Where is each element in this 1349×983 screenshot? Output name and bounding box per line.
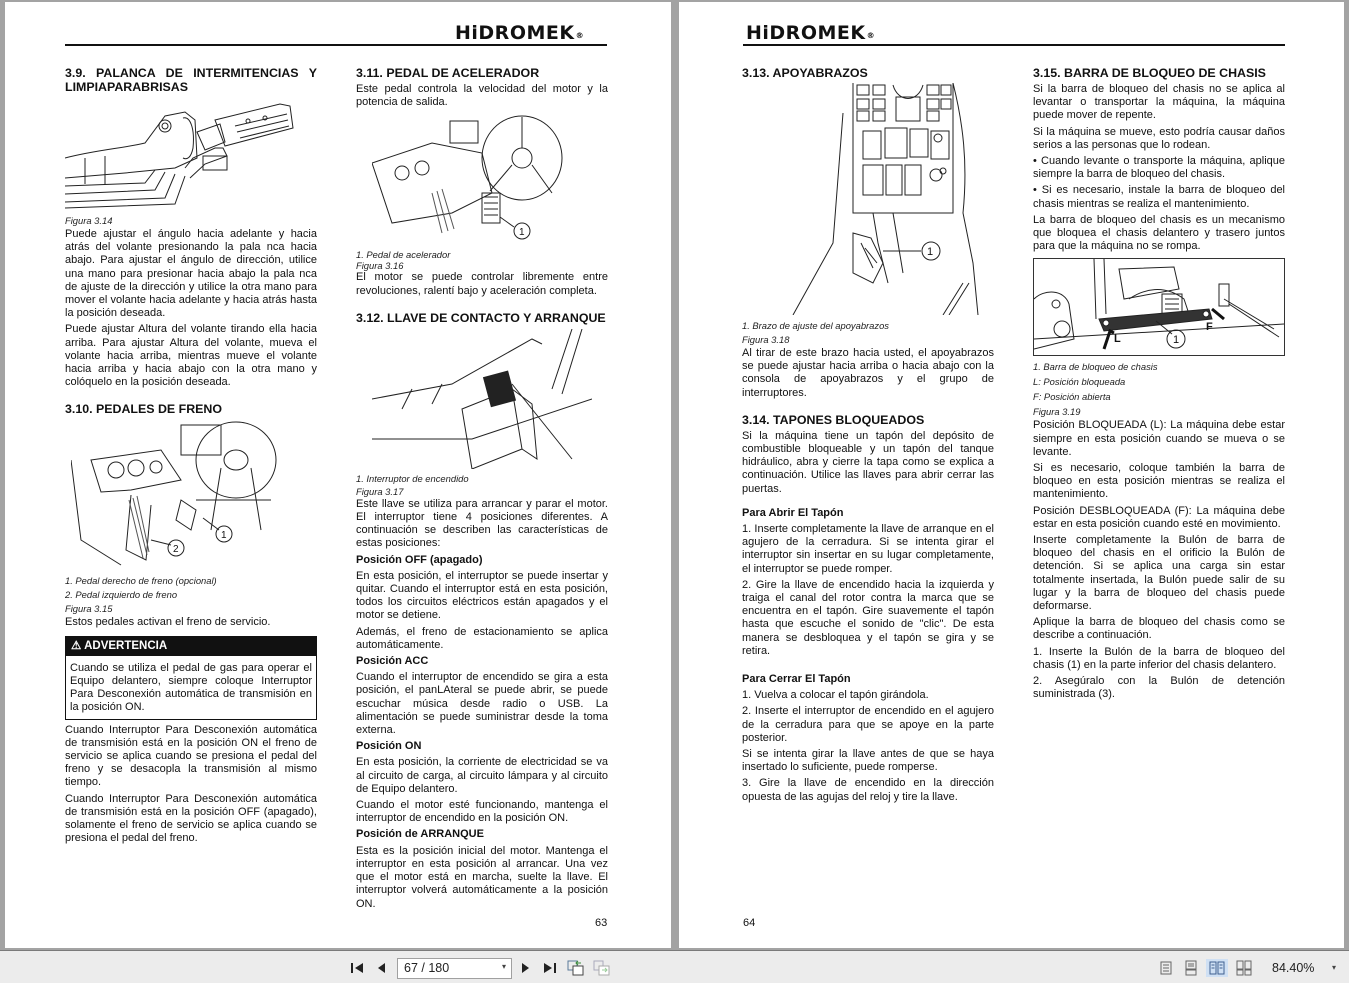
previous-view-button[interactable] [566,959,586,977]
page-number: 63 [595,917,608,929]
single-page-icon [1160,961,1172,975]
continuous-page-icon [1185,960,1197,976]
left-page-column-2 [356,66,608,914]
figure-3-19-caption: Figura 3.19 [1033,406,1081,418]
bullet-item: • Cuando levante o transporte la máquina, aplique siempre la barra de bloqueo del chasis. [1033,155,1285,181]
last-page-button[interactable] [541,959,559,977]
previous-view-icon [567,960,585,976]
svg-text:1: 1 [221,530,227,542]
pdf-navigation-toolbar [0,950,1349,983]
step-2: 2. Asegúralo con la Bulón de detención suministrada (3). [1033,675,1285,701]
figure-3-18-caption: Figura 3.18 [742,334,790,345]
svg-text:1: 1 [927,246,934,258]
figure-3-16-caption: Figura 3.16 [356,260,404,272]
paragraph: Si la máquina se mueve, esto podría causar daños serios a las personas que lo rodean. [1033,125,1285,151]
warning-box [65,636,317,720]
step-1: 1. Inserte la Bulón de la barra de bloqueo del chasis (1) en la parte inferior del chasis delantero. [1033,645,1285,671]
page-64 [679,2,1344,948]
paragraph: En esta posición, la corriente de electricidad se va al circuito de carga, al circuito lámpara y al circuito de Equipo delantero. [356,756,608,795]
figure-3-15-caption: Figura 3.15 [65,603,113,615]
hidromek-logo: HiDROMEK® [746,22,876,44]
figure-3-14-caption: Figura 3.14 [65,215,113,226]
paragraph: Esta es la posición inicial del motor. Mantenga el interruptor en esta posición al arrancar. Una vez que el motor está en marcha, suelte la llave. El interruptor volverá automáticamente a la posición ON. [356,844,608,910]
step-1: 1. Vuelva a colocar el tapón girándola. [742,689,929,702]
left-page-column-1 [65,66,317,848]
subheading-close-cap: Para Cerrar El Tapón [742,673,851,686]
figure-3-18-armrest [753,83,983,315]
section-3-14-title: 3.14. TAPONES BLOQUEADOS [742,412,925,427]
paragraph: Posición DESBLOQUEADA (F): La máquina debe estar en esta posición cuando esté en movimiento. [1033,504,1285,530]
figure-3-18-label-1: 1. Brazo de ajuste del apoyabrazos [742,320,889,331]
section-3-11-title: 3.11. PEDAL DE ACELERADOR [356,66,540,80]
paragraph: La barra de bloqueo del chasis es un mecanismo que bloquea el chasis delantero y trasero juntos para que la máquina no se rompa. [1033,213,1285,253]
paragraph: Si la máquina tiene un tapón del depósito de combustible bloqueable y un tapón del tanque hidráulico, abra y cierre la tapa como se explica a continuación. Utilice las llaves para abrir cerrar las puertas. [742,429,994,495]
section-3-9-title: 3.9. PALANCA DE INTERMITENCIAS Y LIMPIAPARABRISAS [65,66,317,94]
paragraph: Puede ajustar el ángulo hacia adelante y hacia atrás del volante presionando la pala nca hacia abajo. Para ajustar el ángulo de dirección, utilice una mano para presionar hacia abajo la pala nca de ajuste de la dirección y utilice la otra mano para mover el volante hacia adelante y hacia atrás hasta la posición deseada. [65,228,317,320]
right-page-column-2 [1033,66,1285,705]
page-number: 64 [743,917,756,929]
single-page-view-button[interactable] [1157,959,1175,977]
next-page-button[interactable] [518,959,534,977]
paragraph: Cuando el motor esté funcionando, mantenga el interruptor de encendido en la posición ON. [356,799,608,825]
figure-3-17-label-1: 1. Interruptor de encendido [356,472,469,484]
figure-3-15-brake-pedals [71,420,311,570]
section-3-13-title: 3.13. APOYABRAZOS [742,66,868,80]
warning-text: Cuando se utiliza el pedal de gas para operar el Equipo delantero, siempre coloque Interruptor Para Desconexión automática de transmisión en la posición ON. [70,661,312,714]
paragraph: Si es necesario, coloque también la barra de bloqueo en esta posición mientras se realiza el mantenimiento. [1033,462,1285,501]
two-page-view-button[interactable] [1206,959,1228,977]
next-view-button[interactable] [592,959,612,977]
paragraph: Además, el freno de estacionamiento se aplica automáticamente. [356,625,608,651]
warning-header: ⚠ ADVERTENCIA [66,637,316,656]
page-number-input[interactable]: 67 / 180 ▾ [397,958,512,979]
subheading-position-acc: Posición ACC [356,655,429,668]
paragraph: En esta posición, el interruptor se puede insertar y quitar. Cuando el interruptor está en esta posición, todos los circuitos eléctricos están apagados y el motor se detiene. [356,569,608,622]
zoom-level[interactable]: 84.40% [1272,961,1315,975]
step-2: 2. Inserte el interruptor de encendido en el agujero de la cerradura para que se apoye en la parte posterior. [742,705,994,744]
figure-3-15-label-1: 1. Pedal derecho de freno (opcional) [65,575,217,587]
right-page-column-1 [742,66,994,807]
svg-text:1: 1 [519,227,525,239]
figure-3-19-label-f: F: Posición abierta [1033,391,1111,403]
paragraph: El motor se puede controlar libremente entre revoluciones, ralentí bajo y aceleración completa. [356,271,608,297]
svg-text:L: L [1114,333,1121,346]
previous-page-icon [376,962,386,974]
subheading-position-off: Posición OFF (apagado) [356,553,483,566]
paragraph: Inserte completamente la Bulón de barra de bloqueo del chasis en el orificio la Bulón de detención. Si se aplica una carga sin estar totalmente insertada, la Bulón puede salir de su lugar y la barra de bloqueo del chasis puede deformarse. [1033,534,1285,613]
subheading-position-on: Posición ON [356,740,422,753]
svg-text:F: F [1206,321,1213,334]
two-page-icon [1209,961,1225,975]
svg-text:1: 1 [1173,334,1180,347]
paragraph: Este pedal controla la velocidad del motor y la potencia de salida. [356,83,608,109]
warning-triangle-icon: ⚠ [71,639,82,652]
hidromek-logo: HiDROMEK® [455,22,585,44]
next-view-icon [593,960,611,976]
section-3-12-title: 3.12. LLAVE DE CONTACTO Y ARRANQUE [356,310,606,325]
first-page-icon [350,962,364,974]
paragraph: Si la barra de bloqueo del chasis no se aplica al levantar o transportar la máquina, la máquina puede mover de repente. [1033,83,1285,122]
paragraph: Aplique la barra de bloqueo del chasis como se describe a continuación. [1033,616,1285,642]
header-rule [65,44,607,46]
two-page-continuous-view-button[interactable] [1234,959,1254,977]
figure-3-16-accelerator-pedal [372,113,592,245]
page-63 [5,2,671,948]
step-3: 3. Gire la llave de encendido en la dirección opuesta de las agujas del reloj y tire la llave. [742,777,994,803]
paragraph: Cuando el interruptor de encendido se gira a esta posición, el panLAteral se puede abrir, se puede escuchar música desde radio o USB. La alimentación se puede suministrar desde la toma externa. [356,671,608,737]
paragraph: Cuando Interruptor Para Desconexión automática de transmisión está en la posición ON el freno de servicio se aplica cuando se presiona el pedal del freno y se desacopla la transmisión al mismo tiempo. [65,723,317,789]
svg-text:2: 2 [173,544,179,556]
step-2: 2. Gire la llave de encendido hacia la izquierda y traiga el canal del rotor contra la marca que se encuentra en el tapón. Gire suavemente el tapón hasta que escuche el sonido de "clic". De esta manera se desbloquea y el tapón se gira y se retira. [742,578,994,657]
two-page-continuous-icon [1236,960,1252,976]
page-dropdown-icon[interactable]: ▾ [501,962,506,971]
step-1: 1. Inserte completamente la llave de arranque en el agujero de la cerradura. Si se intenta girar el interruptor sin insertar en su lugar completamente, el interruptor se puede romper. [742,523,994,575]
figure-3-19-label-1: 1. Barra de bloqueo de chasis [1033,361,1158,373]
figure-3-19-label-l: L: Posición bloqueada [1033,376,1126,388]
previous-page-button[interactable] [373,959,389,977]
paragraph: Cuando Interruptor Para Desconexión automática de transmisión está en la posición OFF (apagado), solamente el freno de servicio se aplica cuando se presiona el pedal del freno. [65,792,317,845]
header-rule [743,44,1285,46]
zoom-dropdown-icon[interactable]: ▾ [1332,963,1337,972]
paragraph: Al tirar de este brazo hacia usted, el apoyabrazos se puede ajustar hacia arriba o hacia abajo con la consola de apoyabrazos y el grupo de interruptores. [742,347,994,399]
continuous-view-button[interactable] [1182,959,1200,977]
figure-3-19-chassis-lock-bar [1033,258,1285,356]
first-page-button[interactable] [348,959,366,977]
paragraph: Este llave se utiliza para arrancar y parar el motor. El interruptor tiene 4 posiciones diferentes. A continuación se describen las características de estas posiciones: [356,497,608,550]
figure-3-14-turn-signal-lever [65,98,317,210]
paragraph: Puede ajustar Altura del volante tirando ella hacia arriba. Para ajustar Altura del volante, mueva el volante hacia arriba, mientras mueve el volante hacia arriba y hacia abajo con la otra mano y colóquelo en la posición deseada. [65,323,317,389]
paragraph: Posición BLOQUEADA (L): La máquina debe estar siempre en esta posición cuando se mueva o se levante. [1033,419,1285,458]
paragraph: Estos pedales activan el freno de servicio. [65,616,271,629]
next-page-icon [521,962,531,974]
subheading-position-start: Posición de ARRANQUE [356,828,484,841]
section-3-15-title: 3.15. BARRA DE BLOQUEO DE CHASIS [1033,66,1266,80]
figure-3-17-ignition-switch [372,329,592,469]
bullet-item: • Si es necesario, instale la barra de bloqueo del chasis mientras se realiza el mantenimiento. [1033,184,1285,210]
figure-3-15-label-2: 2. Pedal izquierdo de freno [65,589,178,601]
note: Si se intenta girar la llave antes de que se haya insertado lo suficiente, puede romperse. [742,748,994,774]
figure-3-16-label-1: 1. Pedal de acelerador [356,249,451,261]
last-page-icon [543,962,557,974]
subheading-open-cap: Para Abrir El Tapón [742,506,844,519]
figure-3-17-caption: Figura 3.17 [356,485,404,497]
section-3-10-title: 3.10. PEDALES DE FRENO [65,402,222,417]
